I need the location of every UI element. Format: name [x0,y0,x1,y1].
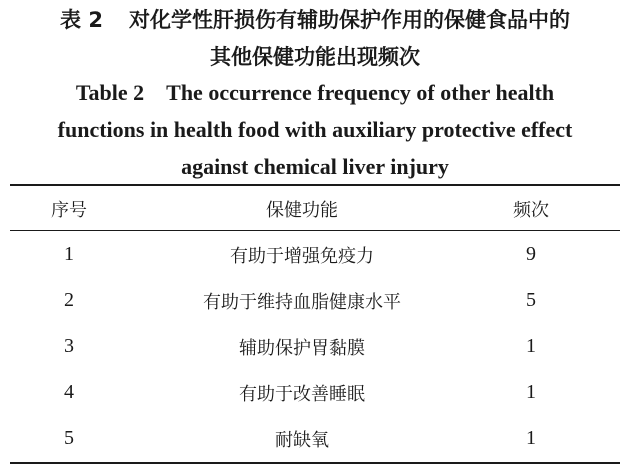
table-row [10,278,620,323]
english-caption-line-1 [0,74,630,111]
row-function: 有助于改善睡眠 [239,383,365,405]
chinese-caption-line-2: 其他保健功能出现频次 [210,45,420,69]
english-table-label: Table 2 [75,80,145,105]
row-frequency: 9 [526,243,536,265]
row-index: 3 [64,335,74,357]
english-caption-line-3: against chemical liver injury [181,154,449,179]
row-frequency: 1 [526,381,536,403]
header-index: 序号 [51,199,87,221]
row-index: 4 [64,381,74,403]
english-caption-line-2: functions in health food with auxiliary protective effect [57,117,573,142]
table-row [10,416,620,461]
chinese-caption-text-1: 对化学性肝损伤有辅助保护作用的保健食品中的 [128,8,570,32]
row-function: 有助于增强免疫力 [230,245,374,267]
table-row [10,232,620,277]
header-function: 保健功能 [266,199,338,221]
row-frequency: 1 [526,427,536,449]
header-frequency: 频次 [513,199,549,221]
english-caption-text-1: The occurrence frequency of other health [166,80,555,105]
chinese-table-label: 表 2 [60,8,103,32]
row-function: 辅助保护胃黏膜 [239,337,365,359]
row-index: 1 [64,243,74,265]
table-header-rule [10,230,620,231]
row-function: 有助于维持血脂健康水平 [203,291,401,313]
row-frequency: 1 [526,335,536,357]
row-frequency: 5 [526,289,536,311]
table-caption [0,0,630,185]
table-header-row [10,186,620,231]
row-index: 5 [64,427,74,449]
row-function: 耐缺氧 [275,429,329,451]
table-row [10,324,620,369]
table-bottom-rule [10,462,620,464]
table-row [10,370,620,415]
chinese-caption-line-1 [0,0,630,37]
row-index: 2 [64,289,74,311]
